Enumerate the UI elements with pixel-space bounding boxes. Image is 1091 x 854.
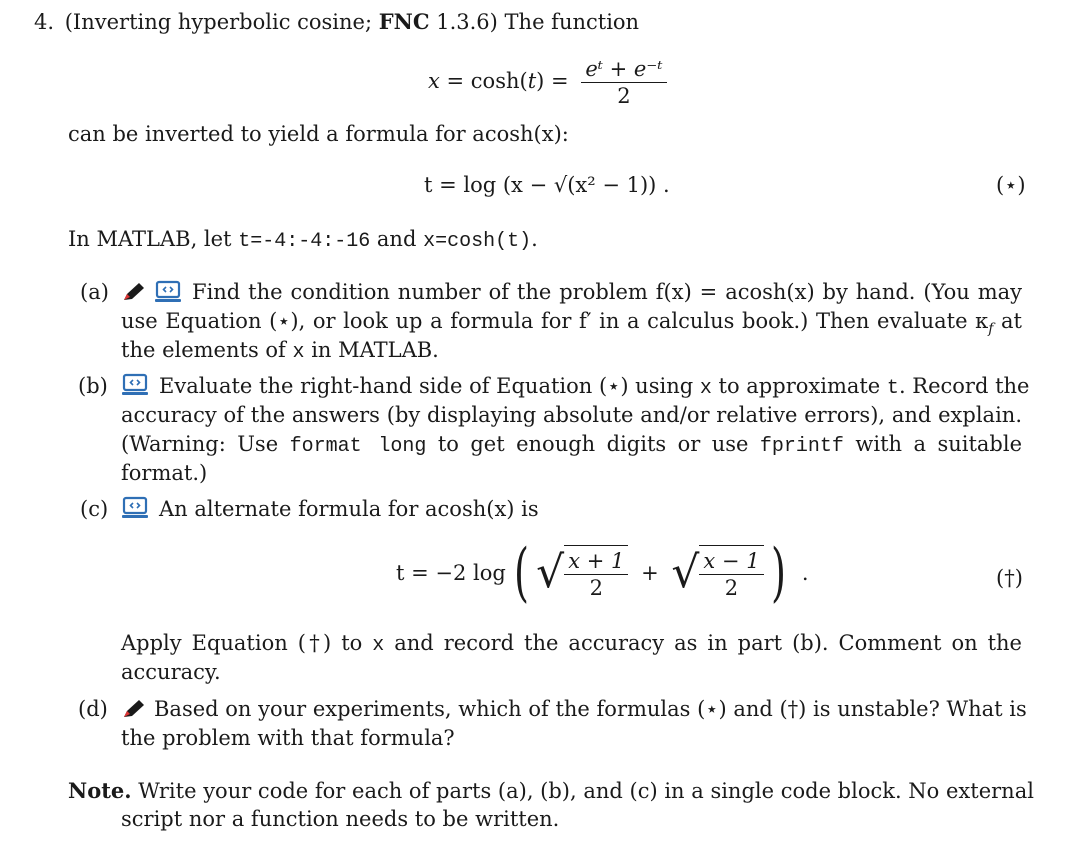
matlab-mid: and — [370, 227, 424, 251]
matlab-code-x: x=cosh(t) — [423, 230, 532, 253]
inverted-text: can be inverted to yield a formula for acosh(x): — [68, 122, 569, 146]
part-b-line1: Evaluate the right-hand side of Equation (⋆) using x to approximate t. Record the — [159, 374, 1030, 400]
matlab-line — [68, 225, 538, 256]
note-bold: Note. — [68, 778, 132, 803]
note-line1: Note. Write your code for each of parts (a), (b), and (c) in a single code block. No external — [68, 778, 1034, 803]
part-a-line3: the elements of x in MATLAB. — [121, 338, 439, 364]
problem-title-pre: (Inverting hyperbolic cosine; — [64, 10, 379, 34]
problem-number: 4. — [34, 10, 55, 34]
computer-icon — [121, 496, 149, 528]
eq1-numerator: eᵗ + e⁻ᵗ — [585, 57, 663, 81]
part-c-line1: An alternate formula for acosh(x) is — [159, 497, 539, 521]
sqrt-sign-2: √ — [671, 547, 700, 598]
part-c-label: (c) — [80, 497, 109, 521]
right-paren: ) — [771, 536, 787, 610]
eq1-lhs: x — [428, 69, 440, 93]
part-a-label: (a) — [80, 280, 109, 304]
part-b-line3: (Warning: Use format long to get enough digits or use fprintf with a suitable — [121, 432, 1023, 458]
part-b-line2: accuracy of the answers (by displaying absolute and/or relative errors), and explain. — [121, 403, 1022, 427]
equation-star-tag: (⋆) — [996, 173, 1026, 197]
part-c-apply-line2: accuracy. — [121, 660, 221, 684]
part-b-line4: format.) — [121, 461, 208, 485]
matlab-post: . — [531, 227, 538, 251]
part-d-label: (d) — [78, 697, 108, 721]
frac2-den: 2 — [724, 576, 739, 600]
part-c-apply-line1: Apply Equation (†) to x and record the accuracy as in part (b). Comment on the — [121, 631, 1022, 657]
dagger-lhs: t = −2 log — [396, 560, 506, 585]
problem-header — [34, 7, 639, 37]
part-d-line1: Based on your experiments, which of the formulas (⋆) and (†) is unstable? What is — [154, 697, 1027, 721]
equation-log: t = log (x − √(x² − 1)) . — [424, 173, 670, 197]
eq1-eq: = cosh( — [439, 69, 528, 93]
equation-dagger — [396, 538, 809, 618]
sqrt-sign-1: √ — [536, 547, 565, 598]
matlab-pre: In MATLAB, let — [68, 227, 239, 251]
frac2-num: x − 1 — [703, 549, 760, 573]
left-paren: ( — [513, 536, 529, 610]
equation-dagger-tag: (†) — [996, 566, 1023, 590]
eq1-close: ) = — [536, 69, 569, 93]
frac1-den: 2 — [589, 576, 603, 600]
frac1-num: x + 1 — [568, 549, 625, 573]
dagger-period: . — [801, 560, 809, 585]
part-a-line1: Find the condition number of the problem f(x) = acosh(x) by hand. (You may — [192, 280, 1022, 304]
note-line2: script nor a function needs to be written. — [121, 807, 560, 831]
matlab-code-t: t=-4:-4:-16 — [238, 230, 371, 253]
equation-cosh — [428, 56, 667, 109]
dagger-plus: + — [641, 560, 659, 585]
part-b-label: (b) — [78, 374, 108, 398]
problem-title-post: 1.3.6) The function — [429, 10, 640, 34]
part-d-line2: the problem with that formula? — [121, 726, 455, 750]
part-a-line2: use Equation (⋆), or look up a formula for f′ in a calculus book.) Then evaluate $\kappa_f$ at — [121, 309, 1022, 338]
eq1-var: t — [527, 69, 537, 93]
problem-title-bold: FNC — [378, 9, 430, 34]
eq1-denominator: 2 — [617, 84, 631, 108]
